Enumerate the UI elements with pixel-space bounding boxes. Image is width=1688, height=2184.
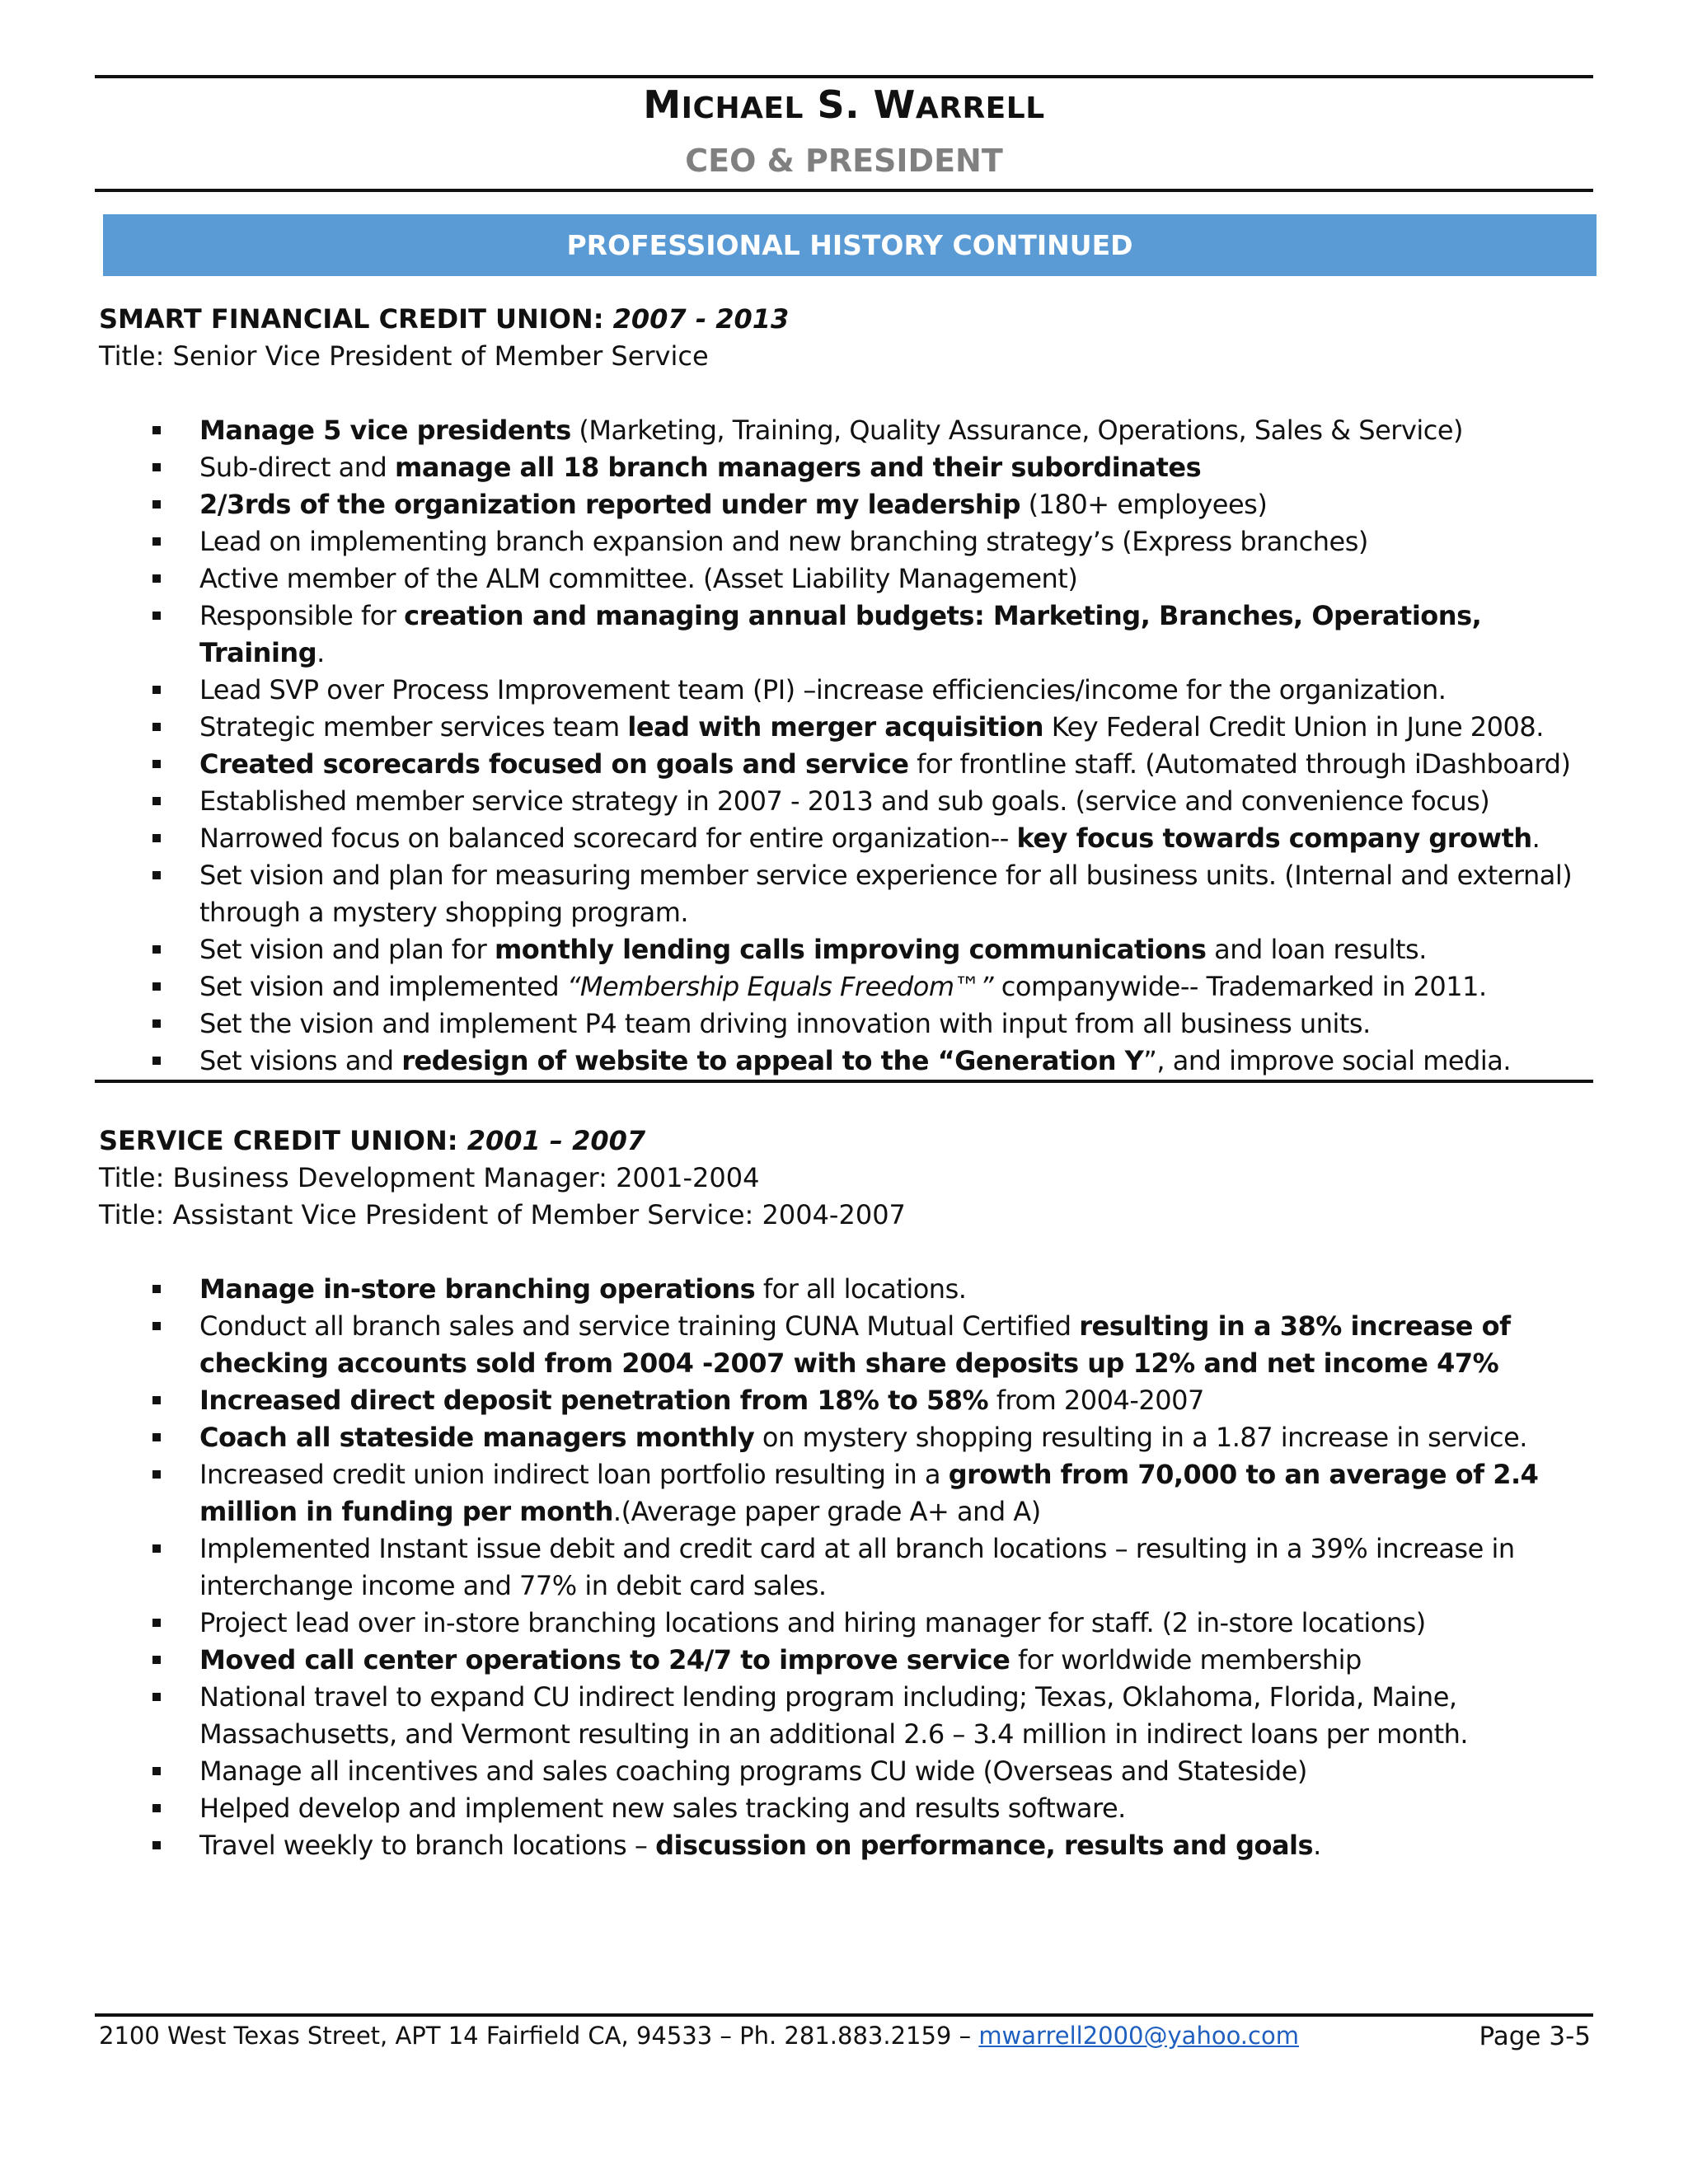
bullet-text: Lead SVP over Process Improvement team (PI) –increase efficiencies/income for the organization. (199, 674, 1447, 705)
bullet-text: Manage 5 vice presidents (199, 415, 571, 446)
job-years: 2001 – 2007 (467, 1125, 646, 1156)
bullet-text: creation and managing annual budgets: Marketing, Branches, Operations, Training (199, 600, 1482, 668)
candidate-title: CEO & PRESIDENT (685, 143, 1003, 179)
bullet-text: Key Federal Credit Union in June 2008. (1043, 711, 1544, 743)
bullet-item (99, 1530, 1595, 1605)
bullet-item (99, 560, 1595, 598)
job-org-heading (99, 1122, 1595, 1160)
bullet-text: Coach all stateside managers monthly (199, 1422, 755, 1453)
bullet-text: and loan results. (1206, 934, 1427, 965)
bullet-text: Set visions and (199, 1045, 402, 1076)
bullet-text: Created scorecards focused on goals and service (199, 748, 909, 780)
bullet-item (99, 1642, 1595, 1679)
bullet-item (99, 1827, 1595, 1864)
bullet-text: “Membership Equals Freedom™” (566, 971, 994, 1002)
bullet-text: Travel weekly to branch locations – (199, 1830, 656, 1861)
bullet-text: (Marketing, Training, Quality Assurance, Operations, Sales & Service) (570, 415, 1464, 446)
job-title-line: Title: Business Development Manager: 2001-2004 (99, 1162, 760, 1193)
bullet-text: redesign of website to appeal to the “Generation Y (401, 1045, 1144, 1076)
bullet-text: lead with merger acquisition (627, 711, 1044, 743)
job-bullet-list (99, 412, 1595, 1080)
bullet-item (99, 857, 1595, 931)
job-section-service-cu (99, 1122, 1595, 1864)
bullet-text: National travel to expand CU indirect lending program including; Texas, Oklahoma, Florida, Maine, Massachusetts, and Vermont resulting in an additional 2.6 – 3.4 million in indirect loans per month. (199, 1681, 1469, 1750)
bullet-item (99, 709, 1595, 746)
bullet-text: discussion on performance, results and goals (655, 1830, 1314, 1861)
bullet-text: Set vision and plan for (199, 934, 495, 965)
footer-address-line (99, 2022, 1299, 2050)
top-rule (95, 75, 1593, 78)
bullet-item (99, 1679, 1595, 1753)
bullet-item (99, 412, 1595, 449)
bullet-text: on mystery shopping resulting in a 1.87 increase in service. (754, 1422, 1527, 1453)
bullet-item (99, 1271, 1595, 1308)
job-titles (99, 1160, 1595, 1234)
bullet-text: Established member service strategy in 2007 - 2013 and sub goals. (service and convenience focus) (199, 785, 1490, 817)
bullet-text: .(Average paper grade A+ and A) (612, 1496, 1041, 1527)
bullet-item (99, 1419, 1595, 1456)
job-org-name: SERVICE CREDIT UNION: (99, 1125, 467, 1156)
bullet-text: ”, and improve social media. (1143, 1045, 1512, 1076)
bullet-item (99, 449, 1595, 486)
bullet-text: Strategic member services team (199, 711, 628, 743)
name-part: W (873, 82, 916, 127)
job-years: 2007 - 2013 (612, 303, 790, 335)
section-divider-rule (95, 1080, 1593, 1083)
bullet-item (99, 1605, 1595, 1642)
name-part: M (643, 82, 682, 127)
bullet-text: Moved call center operations to 24/7 to improve service (199, 1644, 1010, 1675)
job-title-line: Title: Senior Vice President of Member Service (99, 340, 709, 372)
bullet-text: manage all 18 branch managers and their subordinates (394, 452, 1202, 483)
bullet-text: Project lead over in-store branching locations and hiring manager for staff. (2 in-store locations) (199, 1607, 1426, 1638)
name-part: ARRELL (915, 91, 1045, 125)
bullet-text: Lead on implementing branch expansion and new branching strategy’s (Express branches) (199, 526, 1368, 557)
bullet-item (99, 1005, 1595, 1043)
bullet-text: from 2004-2007 (988, 1385, 1204, 1416)
bullet-text: Set the vision and implement P4 team driving innovation with input from all business units. (199, 1008, 1371, 1039)
bullet-item (99, 1753, 1595, 1790)
bullet-item (99, 746, 1595, 783)
bullet-text: Set vision and implemented (199, 971, 567, 1002)
bullet-item (99, 1456, 1595, 1530)
bullet-item (99, 1382, 1595, 1419)
section-banner: PROFESSIONAL HISTORY CONTINUED (103, 214, 1597, 276)
bullet-text: Increased credit union indirect loan portfolio resulting in a (199, 1459, 949, 1490)
page-number: Page 3-5 (1479, 2022, 1591, 2051)
bullet-text: Increased direct deposit penetration from 18% to 58% (199, 1385, 989, 1416)
bullet-text: resulting in a 38% increase of checking accounts sold from 2004 -2007 with share deposits up 12% and net income 47% (199, 1310, 1511, 1379)
bullet-text: Conduct all branch sales and service training CUNA Mutual Certified (199, 1310, 1080, 1342)
footer-address: 2100 West Texas Street, APT 14 Fairfield CA, 94533 – Ph. 281.883.2159 – (99, 2022, 979, 2050)
name-part: S. (803, 82, 874, 127)
bullet-text: Implemented Instant issue debit and credit card at all branch locations – resulting in a 39% increase in interchange income and 77% in debit card sales. (199, 1533, 1515, 1601)
candidate-name (0, 82, 1688, 127)
bullet-text: for all locations. (755, 1273, 967, 1305)
bullet-text: Helped develop and implement new sales tracking and results software. (199, 1793, 1126, 1824)
bullet-text: 2/3rds of the organization reported under my leadership (199, 489, 1020, 520)
bullet-text: Narrowed focus on balanced scorecard for entire organization-- (199, 823, 1017, 854)
bullet-item (99, 931, 1595, 968)
bullet-text: . (1531, 823, 1540, 854)
bullet-text: Sub-direct and (199, 452, 395, 483)
footer-rule (95, 2013, 1593, 2017)
bullet-text: . (1313, 1830, 1321, 1861)
bullet-item (99, 820, 1595, 857)
bullet-text: growth from 70,000 to an average of 2.4 million in funding per month (199, 1459, 1539, 1527)
bullet-item (99, 523, 1595, 560)
bullet-text: . (316, 637, 325, 668)
bullet-text: Active member of the ALM committee. (Asset Liability Management) (199, 563, 1078, 594)
bullet-text: monthly lending calls improving communications (494, 934, 1207, 965)
job-org-heading (99, 301, 1595, 338)
bullet-item (99, 1308, 1595, 1382)
bullet-text: Responsible for (199, 600, 405, 631)
bullet-item (99, 1790, 1595, 1827)
job-org-name: SMART FINANCIAL CREDIT UNION: (99, 303, 613, 335)
bullet-text: Set vision and plan for measuring member service experience for all business units. (Internal and external) through a mystery shopping program. (199, 860, 1573, 928)
bullet-item (99, 783, 1595, 820)
bullet-text: (180+ employees) (1020, 489, 1268, 520)
bullet-text: Manage all incentives and sales coaching programs CU wide (Overseas and Stateside) (199, 1755, 1307, 1787)
header-bottom-rule (95, 189, 1593, 192)
bullet-text: Manage in-store branching operations (199, 1273, 756, 1305)
job-title-line: Title: Assistant Vice President of Member Service: 2004-2007 (99, 1199, 906, 1230)
bullet-text: for frontline staff. (Automated through iDashboard) (908, 748, 1571, 780)
bullet-item (99, 598, 1595, 672)
bullet-text: companywide-- Trademarked in 2011. (993, 971, 1487, 1002)
bullet-text: key focus towards company growth (1016, 823, 1532, 854)
bullet-text: for worldwide membership (1010, 1644, 1362, 1675)
name-part: ICHAEL (681, 91, 804, 125)
bullet-item (99, 486, 1595, 523)
footer-email-link[interactable]: mwarrell2000@yahoo.com (978, 2022, 1299, 2050)
job-section-smart-financial (99, 301, 1595, 1080)
job-titles (99, 338, 1595, 375)
bullet-item (99, 672, 1595, 709)
job-bullet-list (99, 1271, 1595, 1864)
bullet-item (99, 968, 1595, 1005)
bullet-item (99, 1043, 1595, 1080)
